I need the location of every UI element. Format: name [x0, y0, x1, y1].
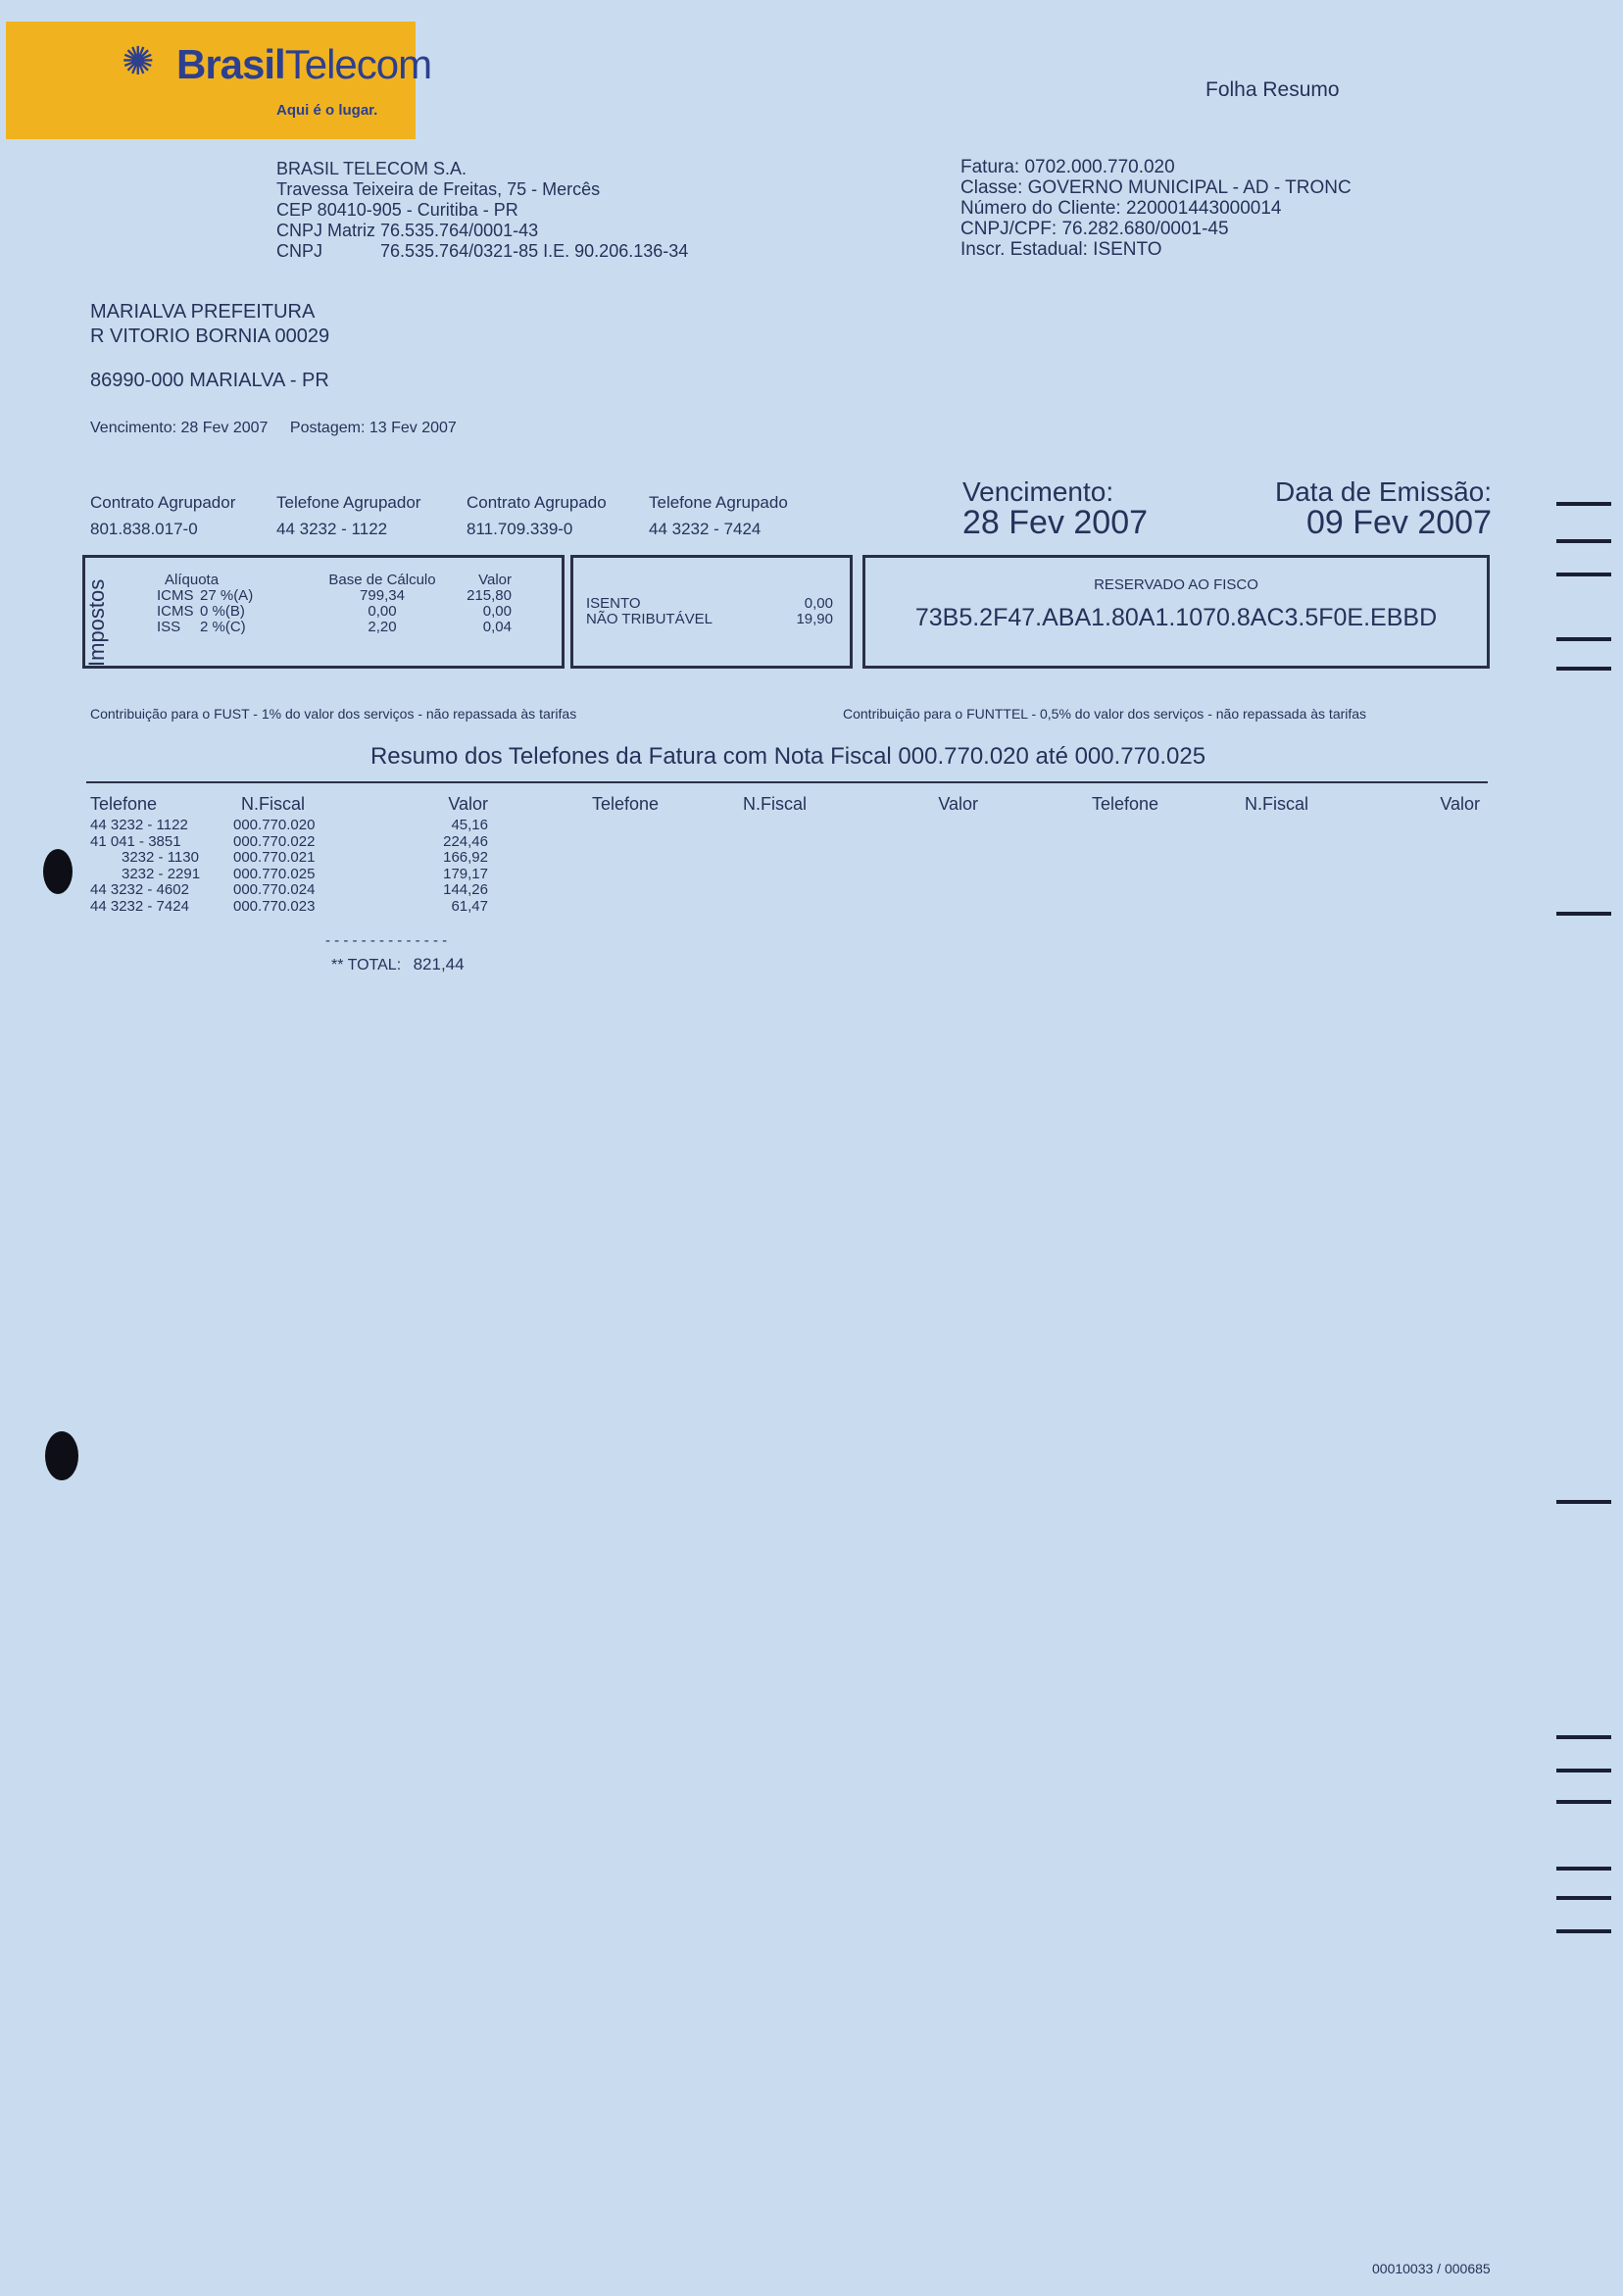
- isento-value: 0,00: [804, 595, 833, 612]
- issuer-cnpj-matriz: CNPJ Matriz 76.535.764/0001-43: [276, 221, 539, 240]
- col-nfiscal-2: N.Fiscal: [743, 794, 808, 814]
- footer-code: 00010033 / 000685: [1372, 2261, 1491, 2276]
- scan-mark: [1556, 539, 1611, 543]
- phone-agrupador-value: 44 3232 - 1122: [276, 520, 388, 538]
- table-row: 44 3232 - 4602 000.770.024 144,26: [90, 881, 488, 898]
- valor-header: Valor: [478, 572, 512, 588]
- col-nfiscal-1: N.Fiscal: [241, 794, 306, 814]
- taxes-side-label: Impostos: [84, 578, 109, 667]
- emissao-label: Data de Emissão:: [1275, 476, 1492, 507]
- invoice-cnpj-cpf: CNPJ/CPF: 76.282.680/0001-45: [960, 219, 1229, 239]
- col-valor-3: Valor: [1440, 794, 1480, 814]
- fisco-code: 73B5.2F47.ABA1.80A1.1070.8AC3.5F0E.EBBD: [914, 604, 1438, 631]
- aliquota-header: Alíquota: [165, 572, 220, 588]
- scan-mark: [1556, 1867, 1611, 1871]
- postagem: Postagem: 13 Fev 2007: [289, 420, 457, 436]
- total-separator: - - - - - - - - - - - - - -: [325, 932, 448, 949]
- punch-hole-top: [43, 849, 73, 894]
- vencimento-label: Vencimento:: [962, 476, 1114, 507]
- issuer-cep: CEP 80410-905 - Curitiba - PR: [276, 200, 518, 220]
- contract-agrupado-value: 811.709.339-0: [467, 520, 573, 538]
- issuer-name: BRASIL TELECOM S.A.: [276, 159, 467, 178]
- scan-mark: [1556, 667, 1611, 671]
- brand-tagline: Aqui é o lugar.: [276, 102, 378, 119]
- tax-base-1: 0,00: [368, 603, 397, 620]
- tax-name-2: ISS: [157, 619, 181, 635]
- tax-rate-1: 0 %(B): [200, 603, 245, 620]
- tax-name-1: ICMS: [157, 603, 194, 620]
- total-label: ** TOTAL:: [331, 957, 402, 973]
- issuer-cnpj: CNPJ 76.535.764/0321-85 I.E. 90.206.136-34: [276, 241, 689, 261]
- nao-tributavel-label: NÃO TRIBUTÁVEL: [586, 611, 713, 627]
- col-telefone-1: Telefone: [90, 794, 158, 814]
- issuer-address: Travessa Teixeira de Freitas, 75 - Mercês: [276, 179, 601, 199]
- invoice-classe: Classe: GOVERNO MUNICIPAL - AD - TRONC: [960, 177, 1352, 198]
- scan-mark: [1556, 1800, 1611, 1804]
- invoice-block: [960, 157, 1352, 260]
- brand-logo: [6, 22, 432, 139]
- summary-rule: [86, 781, 1488, 783]
- issuer-block: [276, 159, 688, 262]
- table-row: 3232 - 1130 000.770.021 166,92: [122, 849, 488, 866]
- punch-hole-bottom: [45, 1431, 78, 1480]
- contract-agrupador-value: 801.838.017-0: [90, 520, 198, 538]
- contract-agrupado-label: Contrato Agrupado: [467, 493, 607, 512]
- emissao-value: 09 Fev 2007: [1305, 504, 1492, 541]
- recipient-block: [90, 300, 329, 393]
- phone-agrupado-value: 44 3232 - 7424: [649, 520, 762, 538]
- invoice-cliente: Número do Cliente: 220001443000014: [960, 198, 1282, 219]
- table-row: 3232 - 2291 000.770.025 179,17: [122, 865, 488, 882]
- scan-mark: [1556, 912, 1611, 916]
- scan-mark: [1556, 573, 1611, 576]
- col-valor-2: Valor: [938, 794, 978, 814]
- scan-mark: [1556, 1500, 1611, 1504]
- scan-mark: [1556, 502, 1611, 506]
- brand-name: BrasilTelecom: [176, 41, 432, 87]
- brand-emblem-icon: ✺: [122, 40, 155, 83]
- nao-tributavel-value: 19,90: [796, 611, 833, 627]
- tax-rate-2: 2 %(C): [200, 619, 246, 635]
- scan-mark: [1556, 1735, 1611, 1739]
- fisco-label: RESERVADO AO FISCO: [1094, 576, 1258, 593]
- table-row: 41 041 - 3851 000.770.022 224,46: [90, 832, 488, 850]
- phone-agrupador-label: Telefone Agrupador: [276, 493, 421, 512]
- col-telefone-3: Telefone: [1092, 794, 1159, 814]
- invoice-fatura: Fatura: 0702.000.770.020: [960, 157, 1175, 177]
- total-row: [331, 957, 465, 974]
- doc-title: Folha Resumo: [1205, 78, 1340, 101]
- invoice-inscr: Inscr. Estadual: ISENTO: [960, 239, 1162, 260]
- tax-rate-0: 27 %(A): [200, 587, 254, 604]
- base-header: Base de Cálculo: [328, 572, 436, 588]
- summary-table: [90, 818, 488, 915]
- recipient-street: R VITORIO BORNIA 00029: [90, 325, 330, 347]
- scan-mark: [1556, 1929, 1611, 1933]
- phone-agrupado-label: Telefone Agrupado: [649, 493, 788, 512]
- recipient-city: 86990-000 MARIALVA - PR: [90, 370, 329, 391]
- tax-value-0: 215,80: [467, 587, 512, 604]
- tax-base-2: 2,20: [368, 619, 397, 635]
- vencimento-value: 28 Fev 2007: [962, 504, 1149, 541]
- table-row: 44 3232 - 7424 000.770.023 61,47: [90, 897, 488, 915]
- col-valor-1: Valor: [448, 794, 488, 814]
- vencimento-small: Vencimento: 28 Fev 2007: [90, 420, 269, 436]
- isento-label: ISENTO: [586, 595, 641, 612]
- tax-value-2: 0,04: [482, 619, 512, 635]
- col-telefone-2: Telefone: [592, 794, 660, 814]
- contract-agrupador-label: Contrato Agrupador: [90, 493, 236, 512]
- table-row: 44 3232 - 1122 000.770.020 45,16: [90, 817, 488, 833]
- contrib-fust: Contribuição para o FUST - 1% do valor dos serviços - não repassada às tarifas: [90, 706, 577, 722]
- tax-name-0: ICMS: [157, 587, 194, 604]
- scan-mark: [1556, 637, 1611, 641]
- recipient-name: MARIALVA PREFEITURA: [90, 301, 316, 323]
- tax-value-1: 0,00: [482, 603, 512, 620]
- scan-mark: [1556, 1896, 1611, 1900]
- scan-mark: [1556, 1769, 1611, 1772]
- tax-base-0: 799,34: [360, 587, 405, 604]
- summary-title: Resumo dos Telefones da Fatura com Nota Fiscal 000.770.020 até 000.770.025: [369, 743, 1206, 770]
- contrib-funttel: Contribuição para o FUNTTEL - 0,5% do valor dos serviços - não repassada às tarifas: [843, 706, 1367, 722]
- total-value: 821,44: [413, 955, 465, 973]
- col-nfiscal-3: N.Fiscal: [1245, 794, 1309, 814]
- due-post-dates: [90, 420, 457, 437]
